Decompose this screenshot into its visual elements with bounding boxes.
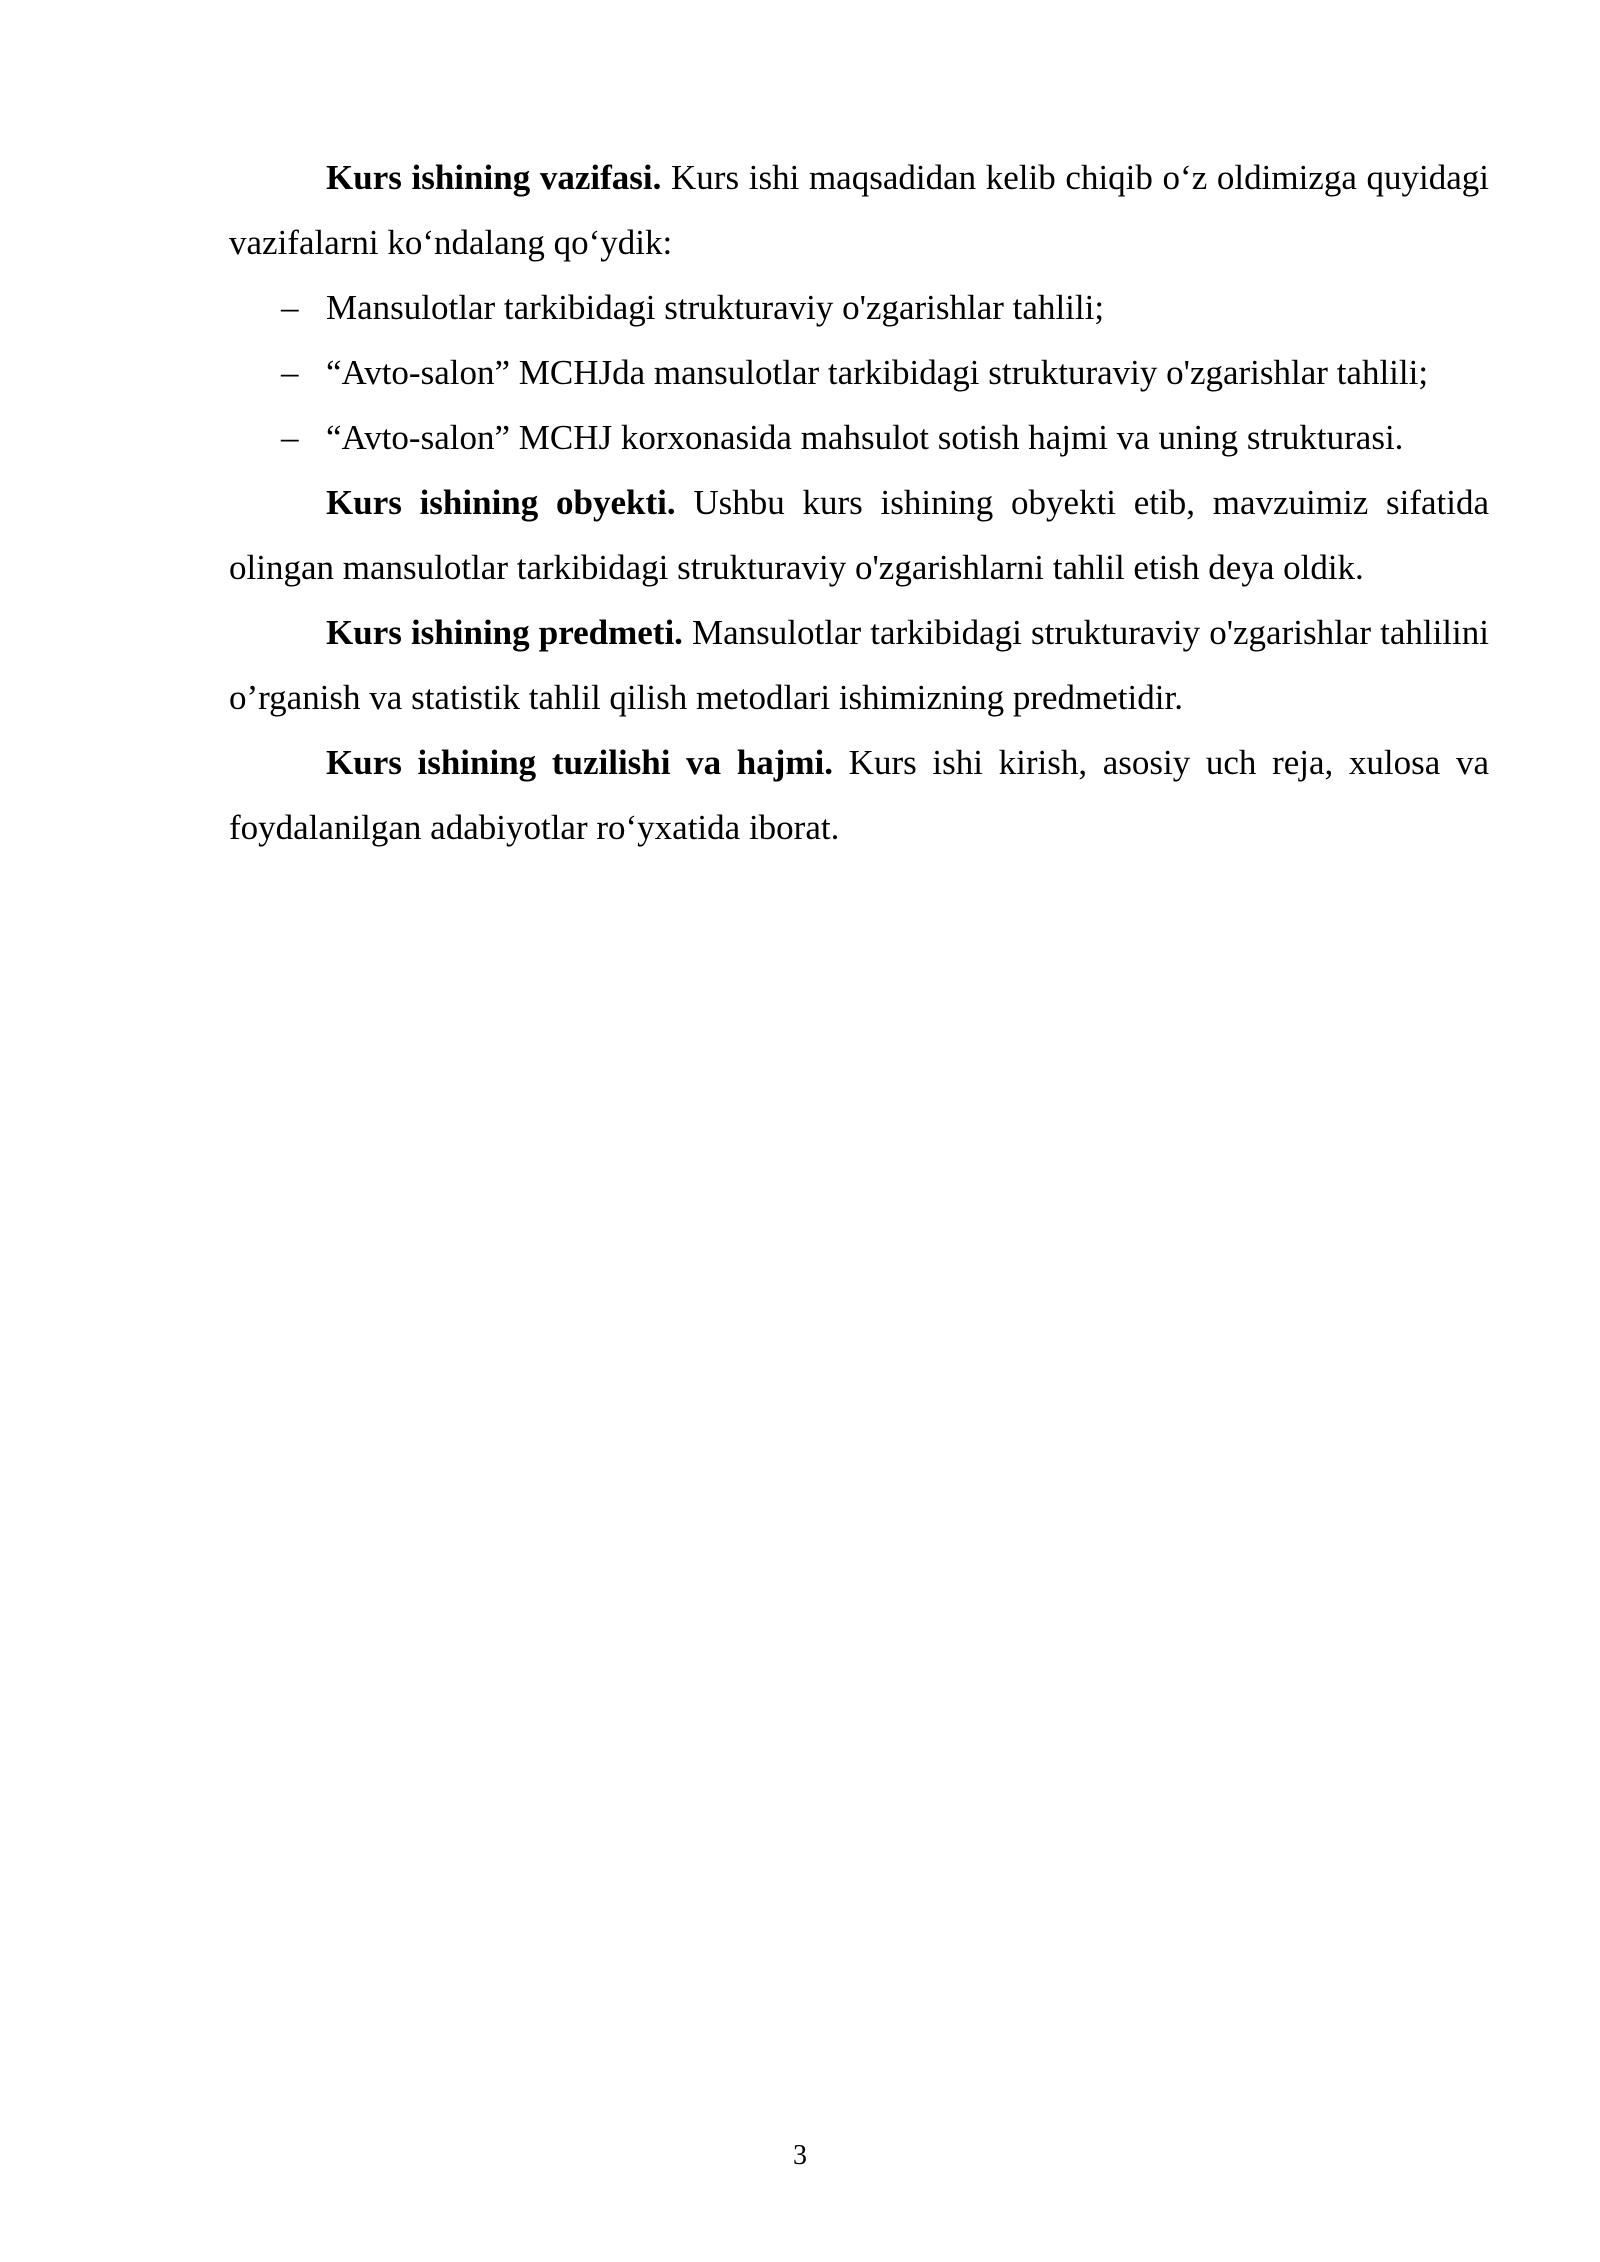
page-number: 3 xyxy=(793,2140,807,2171)
subject-heading: Kurs ishining predmeti. xyxy=(326,613,683,652)
list-item-text: Mansulotlar tarkibidagi strukturaviy o'zgarishlar tahlili; xyxy=(326,288,1105,327)
tasks-list xyxy=(229,275,1489,470)
tasks-paragraph xyxy=(229,145,1489,275)
object-heading: Kurs ishining obyekti. xyxy=(326,483,676,522)
list-item xyxy=(229,340,1489,405)
subject-text: Mansulotlar tarkibidagi strukturaviy o'zgarishlar tahlilini o’rganish va statistik tahlil qilish metodlari ishimizning predmetidir. xyxy=(229,613,1489,717)
list-item xyxy=(229,275,1489,340)
object-paragraph xyxy=(229,470,1489,600)
structure-text: Kurs ishi kirish, asosiy uch reja, xulosa va foydalanilgan adabiyotlar ro‘yxatida iborat. xyxy=(229,743,1489,847)
dash-bullet-icon: – xyxy=(281,418,299,457)
tasks-heading: Kurs ishining vazifasi. xyxy=(326,158,662,197)
document-body xyxy=(229,145,1489,860)
dash-bullet-icon: – xyxy=(281,353,299,392)
tasks-intro-text: Kurs ishi maqsadidan kelib chiqib o‘z oldimizga quyidagi vazifalarni ko‘ndalang qo‘ydik: xyxy=(229,158,1489,262)
dash-bullet-icon: – xyxy=(281,288,299,327)
list-item-text: “Avto-salon” MCHJ korxonasida mahsulot sotish hajmi va uning strukturasi. xyxy=(326,418,1404,457)
structure-paragraph xyxy=(229,730,1489,860)
list-item xyxy=(229,405,1489,470)
object-text: Ushbu kurs ishining obyekti etib, mavzuimiz sifatida olingan mansulotlar tarkibidagi strukturaviy o'zgarishlarni tahlil etish deya oldik. xyxy=(229,483,1489,587)
subject-paragraph xyxy=(229,600,1489,730)
list-item-text: “Avto-salon” MCHJda mansulotlar tarkibidagi strukturaviy o'zgarishlar tahlili; xyxy=(326,353,1429,392)
structure-heading: Kurs ishining tuzilishi va hajmi. xyxy=(326,743,834,782)
